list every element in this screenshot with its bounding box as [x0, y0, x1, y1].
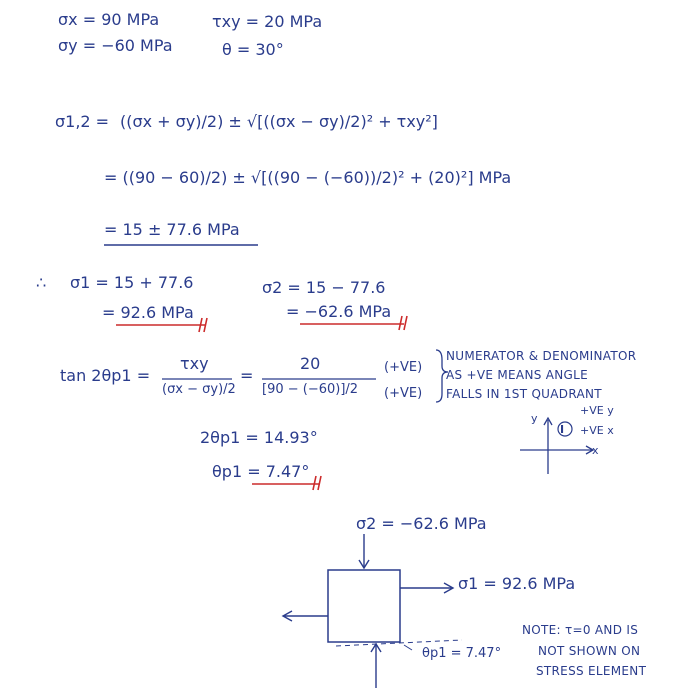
quadrant-x-label: x [592, 444, 599, 457]
quadrant-positive-x: +VE x [580, 424, 614, 437]
formula-rhs: ((σx + σy)/2) ± √[((σx − σy)/2)² + τxy²] [120, 112, 438, 131]
note-brace [436, 350, 448, 402]
angle-note-line2: AS +VE MEANS ANGLE [446, 368, 589, 382]
footnote-line1: NOTE: τ=0 AND IS [522, 623, 639, 637]
given-sigma-y: σy = −60 MPa [58, 36, 173, 55]
sigma1-value: = 92.6 MPa [102, 303, 194, 322]
angle-equals: = [240, 366, 254, 385]
angle-numerator-value: 20 [300, 354, 321, 373]
given-tau-xy: τxy = 20 MPa [212, 12, 323, 31]
stress-element-square [328, 570, 400, 642]
quadrant-one-circle [558, 422, 572, 436]
formula-lhs: σ1,2 = [55, 112, 110, 131]
quadrant-y-label: y [531, 412, 538, 425]
angle-reference-line [336, 640, 462, 646]
sigma1-expression: σ1 = 15 + 77.6 [70, 273, 194, 292]
element-sigma2-label: σ2 = −62.6 MPa [356, 514, 487, 533]
sigma2-expression: σ2 = 15 − 77.6 [262, 278, 386, 297]
angle-denominator-symbol: (σx − σy)/2 [162, 382, 236, 397]
sigma2-check-mark [399, 316, 407, 330]
two-theta-value: 2θp1 = 14.93° [200, 428, 318, 447]
sign-denominator: (+VE) [384, 386, 423, 401]
element-sigma1-label: σ1 = 92.6 MPa [458, 574, 576, 593]
footnote-line3: STRESS ELEMENT [536, 664, 647, 678]
angle-note-line1: NUMERATOR & DENOMINATOR [446, 349, 637, 363]
sigma2-value: = −62.6 MPa [286, 302, 392, 321]
angle-denominator-value: [90 − (−60)]/2 [262, 382, 359, 397]
theta-value: θp1 = 7.47° [212, 462, 310, 481]
angle-note-line3: FALLS IN 1ST QUADRANT [446, 387, 602, 401]
quadrant-roman-numeral: I [560, 423, 565, 436]
sign-numerator: (+VE) [384, 360, 423, 375]
given-sigma-x: σx = 90 MPa [58, 10, 160, 29]
quadrant-positive-y: +VE y [580, 404, 614, 417]
formula-result: = 15 ± 77.6 MPa [104, 220, 240, 239]
angle-numerator-symbol: τxy [180, 354, 209, 373]
theta-check-mark [313, 476, 321, 490]
formula-substituted: = ((90 − 60)/2) ± √[((90 − (−60))/2)² + (20)²] MPa [104, 168, 512, 187]
therefore-symbol: ∴ [36, 273, 47, 292]
given-theta: θ = 30° [222, 40, 284, 59]
angle-lhs: tan 2θp1 = [60, 366, 151, 385]
element-theta-label: θp1 = 7.47° [422, 646, 502, 661]
footnote-line2: NOT SHOWN ON [538, 644, 641, 658]
angle-pointer [404, 645, 412, 650]
